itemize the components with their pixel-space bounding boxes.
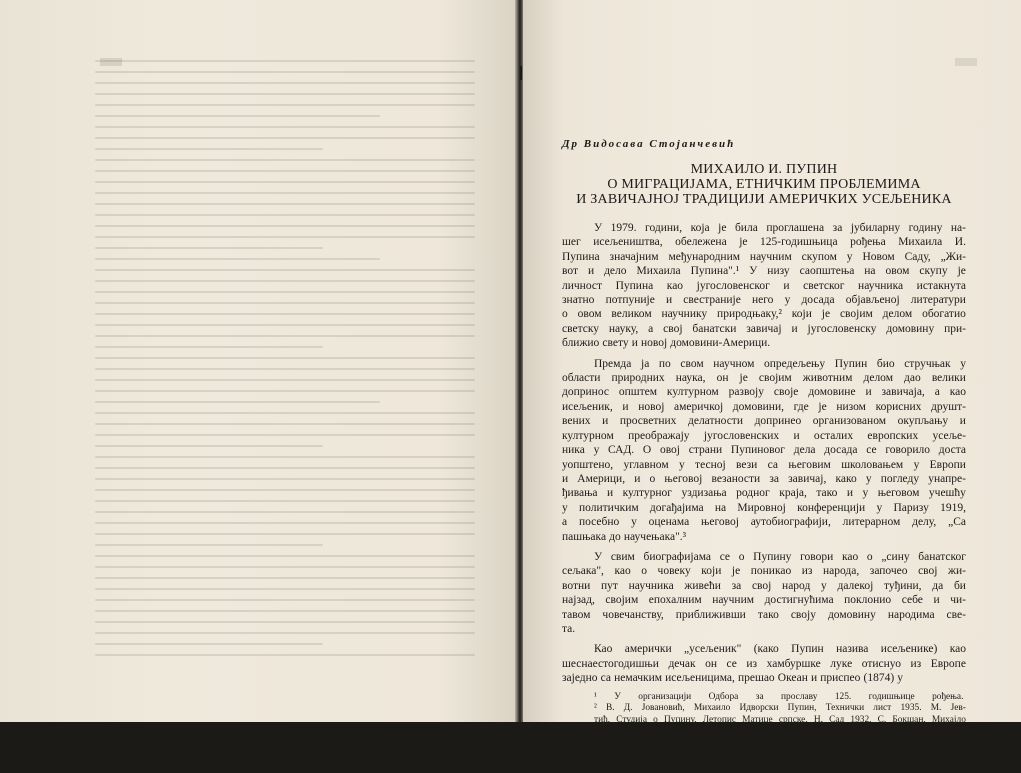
- bleed-line: [95, 280, 475, 282]
- bleed-line: [95, 71, 475, 73]
- text-line: најзад, својим епохалним научним достигнућима поклонио себе и чи-: [562, 594, 966, 607]
- footnote-line: ¹ У организацији Одбора за прославу 125. годишњице рођења.: [594, 691, 964, 702]
- bleed-line: [95, 346, 323, 348]
- body-text: [562, 221, 966, 686]
- bleed-line: [95, 643, 323, 645]
- bleed-line: [95, 599, 475, 601]
- bleed-line: [95, 610, 475, 612]
- bleed-line: [95, 445, 323, 447]
- bleed-line: [95, 456, 475, 458]
- footnote-line: ³ М. И. Пупин, Са пашњака до научењака, В. Бечкерек 1929.: [594, 761, 964, 772]
- bleed-line: [95, 104, 475, 106]
- bleed-line: [95, 555, 475, 557]
- text-line: и Америци, и о његовој везаности за завичај, како у погледу унапре-: [562, 472, 966, 485]
- text-line: тавом човечанству, приближивши тако своју домовину народима све-: [562, 608, 966, 621]
- bleed-line: [95, 335, 475, 337]
- text-line: личност Пупина као југословенског и светског научника истакнута: [562, 279, 966, 292]
- article: [562, 138, 966, 773]
- text-line: заједно са немачким исељеницима, прешао Океан и приспео (1874) у: [562, 672, 904, 685]
- bleed-line: [95, 126, 475, 128]
- text-line: светску науку, а свој банатски завичај и југословенску домовину при-: [562, 322, 966, 335]
- paragraph: [562, 642, 966, 685]
- bleed-line: [95, 313, 475, 315]
- footnote: [562, 761, 966, 773]
- footnotes: [562, 692, 966, 773]
- bleed-line: [95, 577, 475, 579]
- left-page: [0, 0, 517, 722]
- bleed-line: [95, 434, 475, 436]
- text-line: у политичким догађајима на Мировној конференцији у Паризу 1919,: [562, 501, 966, 514]
- text-line: вот и дело Михаила Пупина".¹ У низу саопштења на овом скупу је: [562, 265, 966, 278]
- bleed-line: [95, 500, 475, 502]
- text-line: ближио свету и новој домовини-Америци.: [562, 337, 771, 350]
- text-line: вотни пут научника живећи за свој народ у далекој туђини, да би: [562, 579, 966, 592]
- text-line: У свим биографијама се о Пупину говори као о „сину банатског: [594, 550, 966, 563]
- paragraph: [562, 221, 966, 351]
- text-line: ђивања и културног уздизања родног краја, тако и у његовом учешћу: [562, 487, 966, 500]
- bleed-line: [95, 588, 475, 590]
- bleed-line: [95, 632, 475, 634]
- bleed-line: [95, 269, 475, 271]
- page-number-smudge-right: [955, 58, 977, 66]
- text-line: Премда ја по свом научном опредељењу Пупин био стручњак у: [594, 357, 966, 370]
- text-line: знатно потпуније и свестраније него у досада објављеној литератури: [562, 294, 966, 307]
- gutter-mark: [520, 66, 522, 80]
- bleed-line: [95, 192, 475, 194]
- footnote: [562, 703, 966, 761]
- text-line: шег исељеништва, обележена је 125-годишњица рођења Михаила И.: [562, 236, 966, 249]
- paragraph: [562, 357, 966, 544]
- bleed-line: [95, 214, 475, 216]
- bleed-line: [95, 159, 475, 161]
- bleed-line: [95, 368, 475, 370]
- bleed-line: [95, 82, 475, 84]
- footnote-line: дело, Нови Сад 1950, А. В. Стојковић, Пупиново схватање друштва и религије,: [594, 737, 966, 748]
- bleed-line: [95, 258, 380, 260]
- footnote: [562, 692, 966, 704]
- text-line: У 1979. години, која је била проглашена за јубиларну годину на-: [594, 222, 966, 234]
- bleed-line: [95, 401, 380, 403]
- text-line: пашњака до научењака".³: [562, 530, 687, 543]
- bleed-line: [95, 181, 475, 183]
- bleed-line: [95, 302, 475, 304]
- bleed-line: [95, 511, 475, 513]
- title-line: О МИГРАЦИЈАМА, ЕТНИЧКИМ ПРОБЛЕМИМА: [607, 177, 921, 192]
- bleed-line: [95, 390, 475, 392]
- text-line: та.: [562, 622, 576, 635]
- bleed-line: [95, 654, 475, 656]
- text-line: сељака", као о човеку који је поникао из народа, започео свој жи-: [562, 565, 966, 578]
- bleed-line: [95, 621, 475, 623]
- footnote-line: тић, Студија о Пупину, Летопис Матице српске, Н. Сад 1932, С. Бокшан, Михајло: [594, 714, 966, 725]
- footnote-line: Матица српска, Зборник за друштвене науке св. 64, Н. Сад 1978, 53—67.: [594, 749, 964, 760]
- article-title: [562, 162, 966, 207]
- text-line: културном преображају југословенских и осталих европских усеље-: [562, 429, 966, 442]
- bleed-line: [95, 566, 475, 568]
- text-line: уопштено, углавном у тесној вези са његовим школовањем у Европи: [562, 458, 966, 471]
- bleed-line: [95, 324, 475, 326]
- paragraph: [562, 550, 966, 636]
- title-line: МИХАИЛО И. ПУПИН: [690, 162, 838, 177]
- text-line: Пупина значајним међународним научним скупом у Новом Саду, „Жи-: [562, 250, 966, 263]
- text-line: области природних наука, он је својим животним делом дао велики: [562, 372, 966, 385]
- bleed-line: [95, 544, 323, 546]
- bleed-line: [95, 357, 475, 359]
- bleed-line: [95, 225, 475, 227]
- bleed-line: [95, 247, 323, 249]
- title-line: И ЗАВИЧАЈНОЈ ТРАДИЦИЈИ АМЕРИЧКИХ УСЕЉЕНИКА: [576, 192, 952, 207]
- text-line: ника у САД. О овој страни Пупиновог дела досада се говорило доста: [562, 444, 966, 457]
- bleed-line: [95, 412, 475, 414]
- bleed-line: [95, 423, 475, 425]
- footnote-line: Пупин, Наука и техника, Београд 1945, С. Бокшан, Михајло Пупин и његово: [594, 726, 966, 737]
- text-line: а посебно у оценама његовој аутобиографији, литерарном делу, „Са: [562, 516, 966, 529]
- bleed-line: [95, 236, 475, 238]
- bleed-line: [95, 60, 475, 62]
- author-line: Др Видосава Стојанчевић: [562, 138, 736, 150]
- bleed-line: [95, 467, 475, 469]
- text-line: о овом великом научнику природњаку,² који је својим делом обогатио: [562, 308, 966, 321]
- bleed-line: [95, 522, 475, 524]
- bleed-line: [95, 137, 475, 139]
- bleed-line: [95, 203, 475, 205]
- bleed-line: [95, 93, 475, 95]
- text-line: вених и просветних делатности допринео организованом окупљању и: [562, 415, 966, 428]
- text-line: допринос општем културном развоју своје домовине и завичаја, а као: [562, 386, 966, 399]
- bleed-line: [95, 478, 475, 480]
- bleed-line: [95, 170, 475, 172]
- bleed-through-text: [95, 60, 475, 670]
- bleed-line: [95, 115, 380, 117]
- bleed-line: [95, 379, 475, 381]
- bleed-line: [95, 489, 475, 491]
- text-line: шеснаестогодишњи дечак он се из хамбуршке луке отиснуо из Европе: [562, 657, 966, 670]
- bleed-line: [95, 533, 475, 535]
- text-line: Као амерички „усељеник" (како Пупин назива исељенике) као: [594, 643, 966, 656]
- bleed-line: [95, 148, 323, 150]
- text-line: исељеник, и новој америчкој домовини, где је низом корисних друшт-: [562, 400, 966, 413]
- footnote-line: ² В. Д. Јовановић, Михаило Идворски Пупин, Технички лист 1935. М. Јев-: [594, 703, 966, 714]
- bleed-line: [95, 291, 475, 293]
